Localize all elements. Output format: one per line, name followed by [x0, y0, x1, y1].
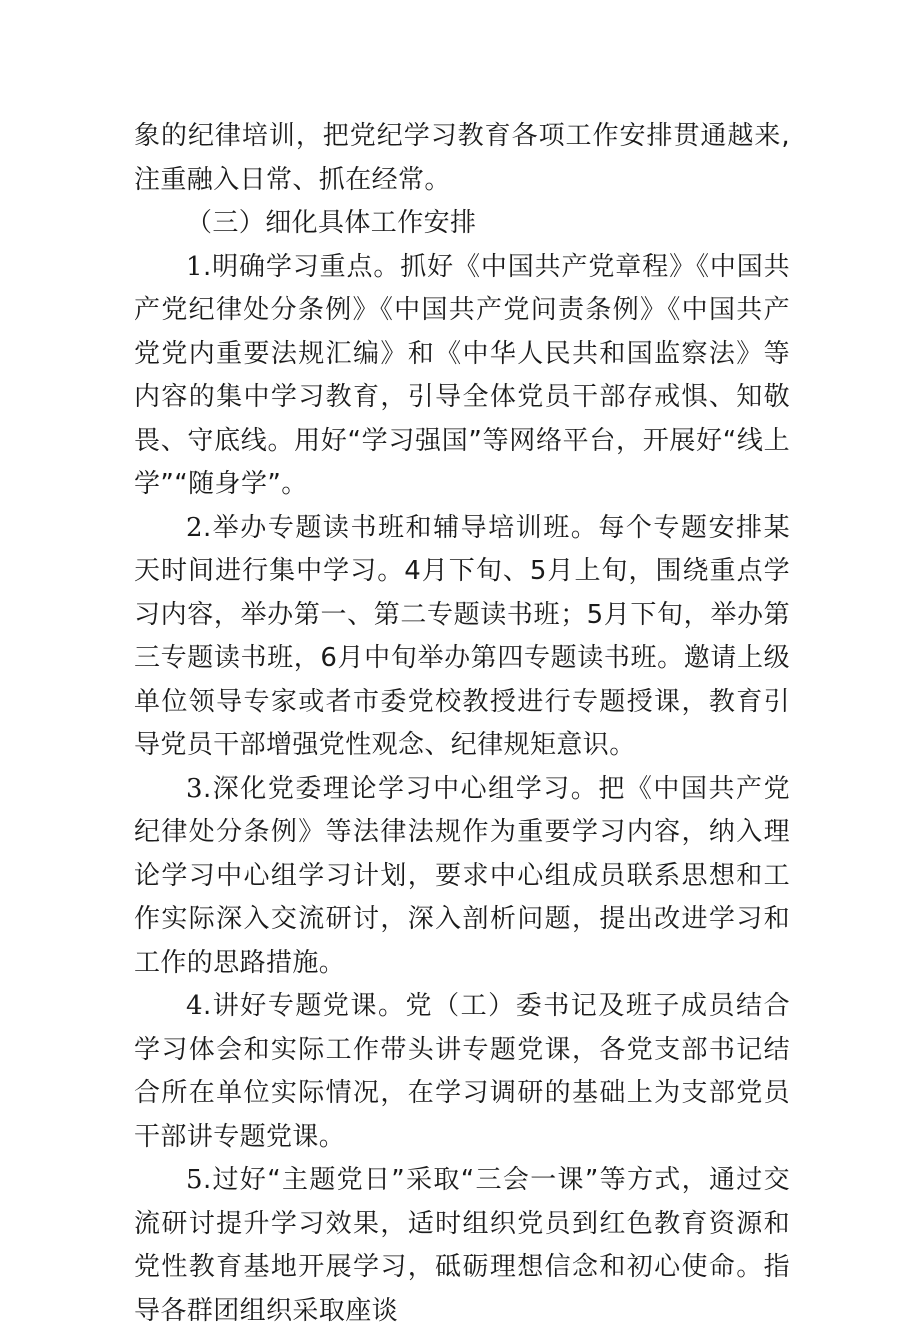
item-number: 2 [186, 512, 203, 543]
item-number: 1 [186, 251, 203, 282]
list-item [134, 985, 790, 1159]
list-item [134, 768, 790, 986]
item-text: .过好“主题党日”采取“三会一课”等方式，通过交流研讨提升学习效果，适时组织党员到红色教育资源和党性教育基地开展学习，砥砺理想信念和初心使命。指导各群团组织采取座谈 [134, 1165, 790, 1326]
list-item [134, 1159, 790, 1333]
item-text: .深化党委理论学习中心组学习。把《中国共产党纪律处分条例》等法律法规作为重要学习内容，纳入理论学习中心组学习计划，要求中心组成员联系思想和工作实际深入交流研讨，深入剖析问题，提出改进学习和工作的思路措施。 [134, 773, 790, 978]
section-heading: （三）细化具体工作安排 [186, 208, 477, 238]
item-number: 3 [186, 773, 203, 804]
list-item [134, 246, 790, 507]
item-number: 4 [186, 991, 203, 1021]
item-number: 5 [186, 1165, 203, 1195]
list-item [134, 507, 790, 768]
continuation-paragraph: 象的纪律培训，把党纪学习教育各项工作安排贯通越来,注重融入日常、抓在经常。 [134, 121, 790, 195]
item-text: .明确学习重点。抓好《中国共产党章程》《中国共产党纪律处分条例》《中国共产党问责条例》《中国共产党党内重要法规汇编》和《中华人民共和国监察法》等内容的集中学习教育，引导全体党员干部存戒惧、知敬畏、守底线。用好“学习强国”等网络平台，开展好“线上学”“随身学”。 [134, 251, 790, 499]
item-text: .举办专题读书班和辅导培训班。每个专题安排某天时间进行集中学习。4月下旬、5月上旬，围绕重点学习内容，举办第一、第二专题读书班；5月下旬，举办第三专题读书班，6月中旬举办第四专题读书班。邀请上级单位领导专家或者市委党校教授进行专题授课，教育引导党员干部增强党性观念、纪律规矩意识。 [134, 512, 790, 760]
item-text: .讲好专题党课。党（工）委书记及班子成员结合学习体会和实际工作带头讲专题党课，各党支部书记结合所在单位实际情况，在学习调研的基础上为支部党员干部讲专题党课。 [134, 991, 790, 1152]
document-body [134, 115, 790, 1333]
